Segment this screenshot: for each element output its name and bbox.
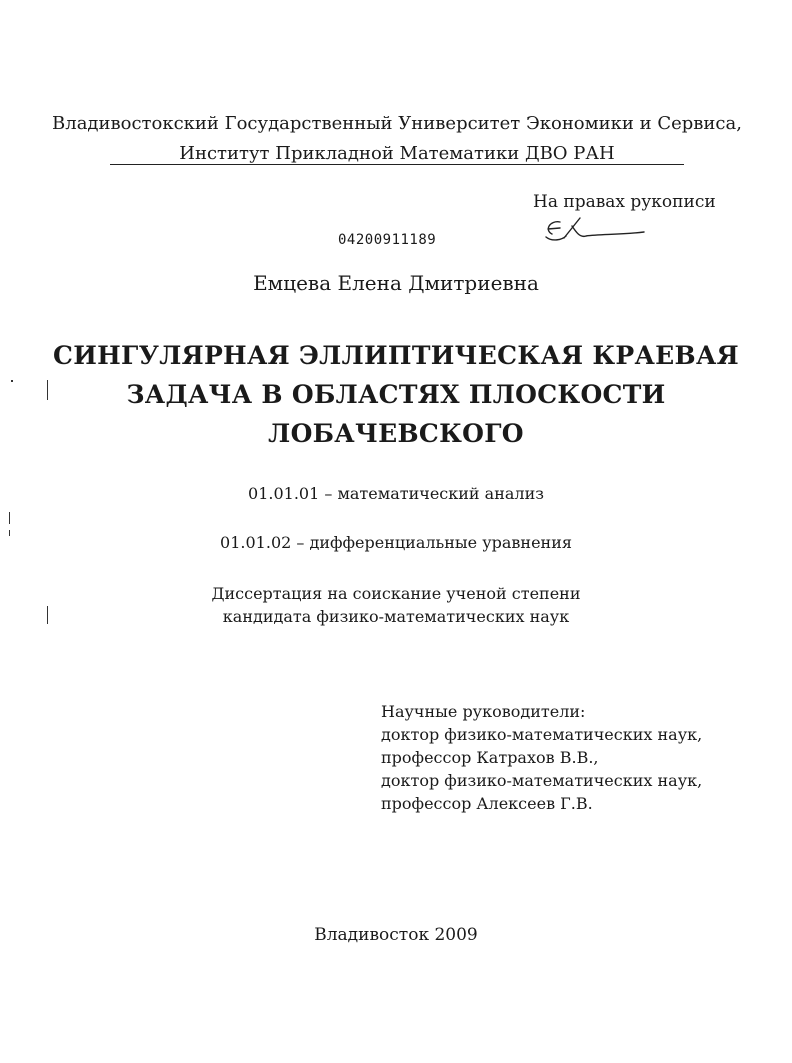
- specialty-code: 01.01.02 – дифференциальные уравнения: [220, 533, 572, 552]
- scan-mark: [9, 512, 10, 524]
- author-name: Емцева Елена Дмитриевна: [253, 271, 539, 295]
- supervisor-line: доктор физико-математических наук,: [381, 725, 703, 744]
- header-divider: [110, 164, 684, 165]
- scan-mark: [47, 606, 48, 624]
- supervisor-line: доктор физико-математических наук,: [381, 771, 703, 790]
- degree-line: кандидата физико-математических наук: [222, 607, 570, 626]
- city-year: Владивосток 2009: [314, 925, 478, 945]
- signature-image: [540, 212, 650, 248]
- degree-statement: [0, 582, 792, 628]
- supervisors-block: [381, 700, 702, 815]
- supervisors-heading: Научные руководители:: [381, 702, 586, 721]
- title-line: ЗАДАЧА В ОБЛАСТЯХ ПЛОСКОСТИ: [126, 380, 666, 409]
- scan-mark: [11, 380, 13, 382]
- document-code: 04200911189: [338, 232, 437, 248]
- scan-mark: [47, 380, 48, 400]
- title-line: ЛОБАЧЕВСКОГО: [268, 419, 524, 448]
- manuscript-note: На правах рукописи: [533, 192, 716, 212]
- dissertation-title: [0, 336, 792, 453]
- degree-line: Диссертация на соискание ученой степени: [211, 584, 581, 603]
- supervisor-line: профессор Катрахов В.В.,: [381, 748, 599, 767]
- scan-mark: [9, 530, 10, 536]
- supervisor-line: профессор Алексеев Г.В.: [381, 794, 593, 813]
- university-name: Владивостокский Государственный Университет Экономики и Сервиса,: [52, 113, 742, 134]
- institute-name: Институт Прикладной Математики ДВО РАН: [179, 143, 615, 164]
- title-line: СИНГУЛЯРНАЯ ЭЛЛИПТИЧЕСКАЯ КРАЕВАЯ: [53, 341, 739, 370]
- specialty-code: 01.01.01 – математический анализ: [248, 484, 544, 503]
